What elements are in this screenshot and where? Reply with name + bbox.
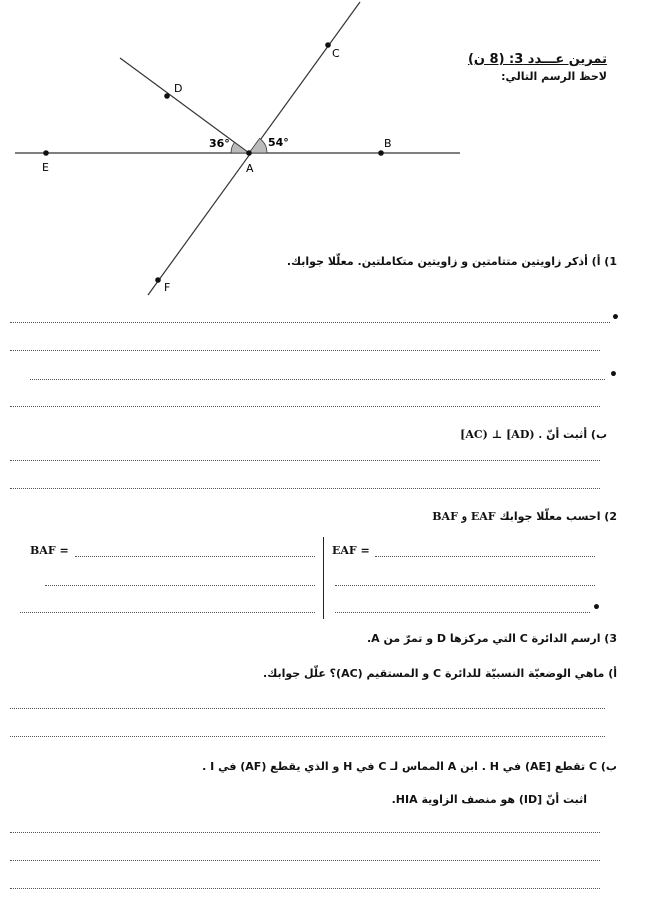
angle-dae-mark: [231, 142, 249, 153]
q1-a-text: 1) أ) أذكر زاويتين متتامتين و زاويتين متكاملتين. معلّلا جوابك.: [286, 255, 617, 268]
q2-text: [432, 510, 617, 523]
bullet-3: •: [592, 600, 601, 616]
point-c: [325, 42, 331, 48]
exercise-subtitle: لاحظ الرسم التالي:: [501, 70, 607, 83]
answer-line: [335, 585, 595, 586]
q2-math: EAF و BAF: [432, 510, 496, 523]
answer-line: [10, 460, 600, 461]
answer-line: [10, 406, 600, 407]
label-d: D: [174, 82, 183, 95]
point-e: [43, 150, 49, 156]
answer-line: [10, 488, 600, 489]
answer-line: [20, 612, 315, 613]
q1-b-text: [460, 428, 607, 441]
answer-line: [10, 860, 600, 861]
eaf-label: EAF =: [332, 544, 370, 557]
answer-line: [10, 708, 605, 709]
q3-text: 3) ارسم الدائرة C التي مركزها D و تمرّ من A.: [366, 632, 617, 645]
answer-line: [10, 736, 605, 737]
answer-line: [10, 832, 600, 833]
answer-line: [10, 888, 600, 889]
column-separator: [323, 537, 324, 619]
label-e: E: [42, 161, 49, 174]
q1-b-math: [AC) ⊥ [AD) .: [460, 428, 543, 441]
answer-line: [10, 322, 610, 323]
answer-line: [335, 612, 590, 613]
point-d: [164, 93, 170, 99]
q2-label: 2) احسب معلّلا جوابك: [499, 510, 617, 523]
point-f: [155, 277, 161, 283]
label-f: F: [164, 281, 171, 294]
answer-line: [10, 350, 600, 351]
bullet-1: •: [611, 310, 620, 326]
answer-line: [75, 556, 315, 557]
angle-label-left: 36°: [209, 137, 230, 150]
label-b: B: [384, 137, 392, 150]
point-a: [246, 150, 252, 156]
bullet-2: •: [609, 367, 618, 383]
answer-line: [375, 556, 595, 557]
label-a: A: [246, 162, 254, 175]
point-b: [378, 150, 384, 156]
baf-label: BAF =: [30, 544, 69, 557]
angle-bac-mark: [249, 138, 267, 153]
q1-b-label: ب) أثبت أنّ: [546, 428, 607, 441]
answer-line: [30, 379, 605, 380]
answer-line: [45, 585, 315, 586]
q3-b-text: ب) C تقطع [AE) في H . ابن A المماس لـ C في H و الذي يقطع (AF) في I .: [202, 760, 617, 773]
exercise-title: تمرين عـــدد 3: (8 ن): [467, 52, 607, 67]
q3-a-text: أ) ماهي الوضعيّة النسبيّة للدائرة C و المستقيم (AC)؟ علّل جوابك.: [263, 667, 617, 680]
q3-b2-text: اثبت أنّ [ID) هو منصف الزاوية HIA.: [391, 793, 587, 806]
angle-label-right: 54°: [268, 136, 289, 149]
label-c: C: [332, 47, 340, 60]
